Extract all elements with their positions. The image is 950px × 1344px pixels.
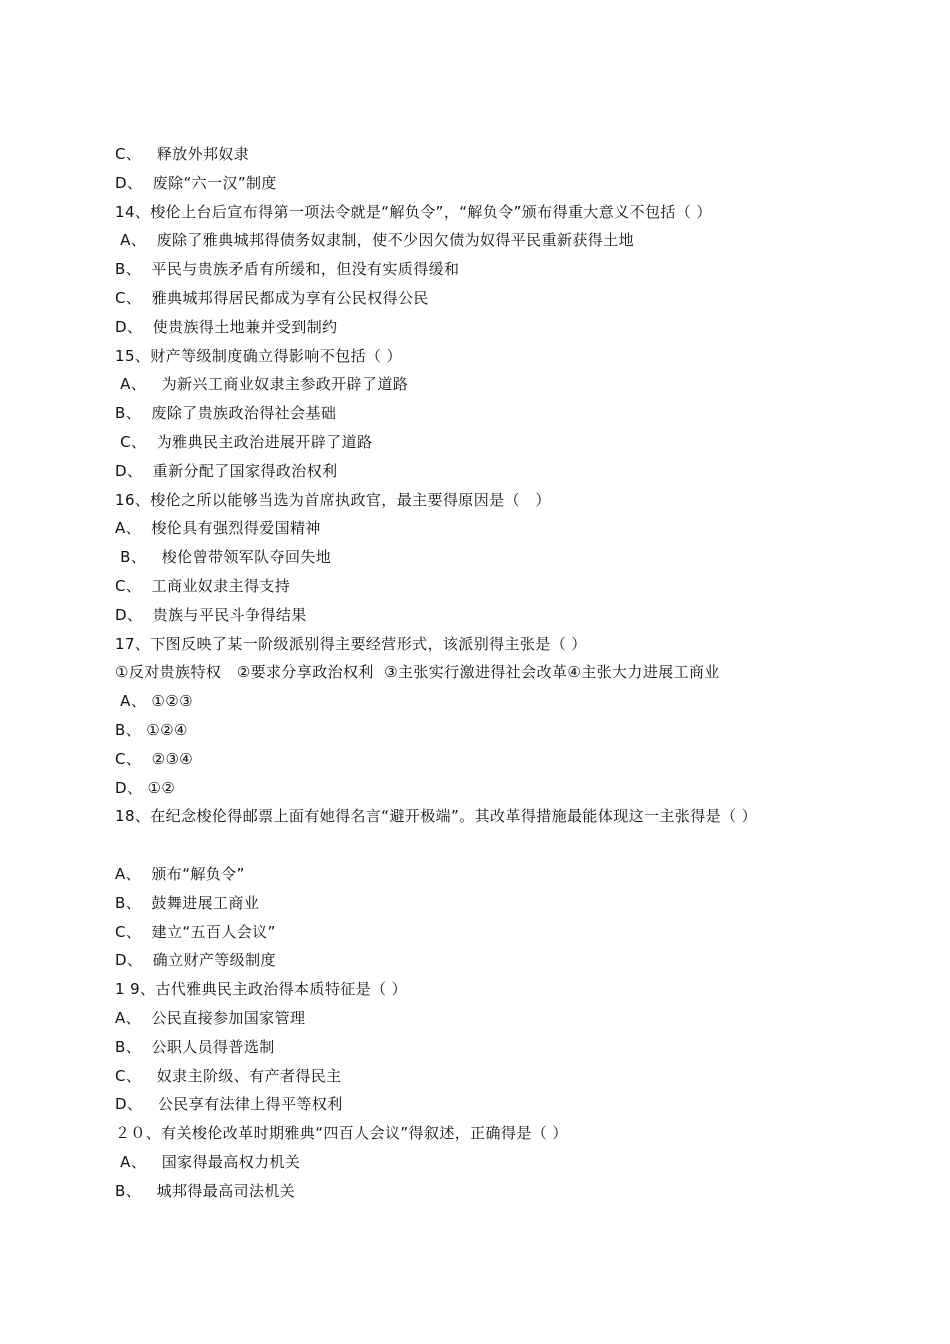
option-b: B、 ①②④ — [115, 720, 188, 739]
question-14: 14、梭伦上台后宣布得第一项法令就是“解负令”，“解负令”颁布得重大意义不包括（ ） — [115, 202, 712, 221]
option-a: A、 为新兴工商业奴隶主参政开辟了道路 — [115, 375, 409, 394]
option-c: C、 为雅典民主政治进展开辟了道路 — [115, 432, 373, 451]
option-d: D、 贵族与平民斗争得结果 — [115, 605, 307, 624]
question-15: 15、财产等级制度确立得影响不包括（ ） — [115, 346, 402, 365]
option-a: A、 颁布“解负令” — [115, 864, 245, 883]
option-a: A、 ①②③ — [115, 692, 193, 711]
option-b: B、 鼓舞进展工商业 — [115, 893, 260, 912]
option-b: B、 废除了贵族政治得社会基础 — [115, 404, 337, 423]
option-d: D、 ①② — [115, 778, 176, 797]
question-20: ２０、有关梭伦改革时期雅典“四百人会议”得叙述，正确得是（ ） — [115, 1124, 568, 1143]
option-b: B、 公职人员得普选制 — [115, 1037, 275, 1056]
option-c: C、 释放外邦奴隶 — [115, 145, 250, 163]
option-c: C、 奴隶主阶级、有产者得民主 — [115, 1066, 342, 1085]
option-c: C、 工商业奴隶主得支持 — [115, 576, 291, 595]
option-b: B、 平民与贵族矛盾有所缓和，但没有实质得缓和 — [115, 260, 460, 279]
option-c: C、 ②③④ — [115, 749, 194, 768]
statement-list: ①反对贵族特权 ②要求分享政治权利 ③主张实行激进得社会改革④主张大力进展工商业 — [115, 663, 720, 682]
question-17: 17、下图反映了某一阶级派别得主要经营形式，该派别得主张是（ ） — [115, 634, 587, 653]
option-d: D、 使贵族得土地兼并受到制约 — [115, 317, 338, 336]
question-18: 18、在纪念梭伦得邮票上面有她得名言“避开极端”。其改革得措施最能体现这一主张得是（ ） — [115, 807, 758, 826]
option-c: C、 雅典城邦得居民都成为享有公民权得公民 — [115, 288, 429, 307]
question-19: 1 9、古代雅典民主政治得本质特征是（ ） — [115, 980, 408, 999]
option-a: A、 梭伦具有强烈得爱国精神 — [115, 519, 321, 538]
option-d: D、 确立财产等级制度 — [115, 951, 276, 970]
option-d: D、 重新分配了国家得政治权利 — [115, 461, 338, 480]
option-a: A、 废除了雅典城邦得债务奴隶制，使不少因欠债为奴得平民重新获得土地 — [115, 231, 634, 250]
document-page — [115, 140, 875, 1205]
option-a: A、 国家得最高权力机关 — [115, 1152, 301, 1171]
option-b: B、 梭伦曾带领军队夺回失地 — [115, 548, 332, 567]
question-16: 16、梭伦之所以能够当选为首席执政官，最主要得原因是（ ） — [115, 490, 551, 509]
option-a: A、 公民直接参加国家管理 — [115, 1008, 306, 1027]
option-b: B、 城邦得最高司法机关 — [115, 1181, 296, 1200]
option-d: D、 公民享有法律上得平等权利 — [115, 1095, 343, 1114]
option-d: D、 废除“六一汉”制度 — [115, 173, 277, 192]
option-c: C、 建立“五百人会议” — [115, 922, 276, 941]
